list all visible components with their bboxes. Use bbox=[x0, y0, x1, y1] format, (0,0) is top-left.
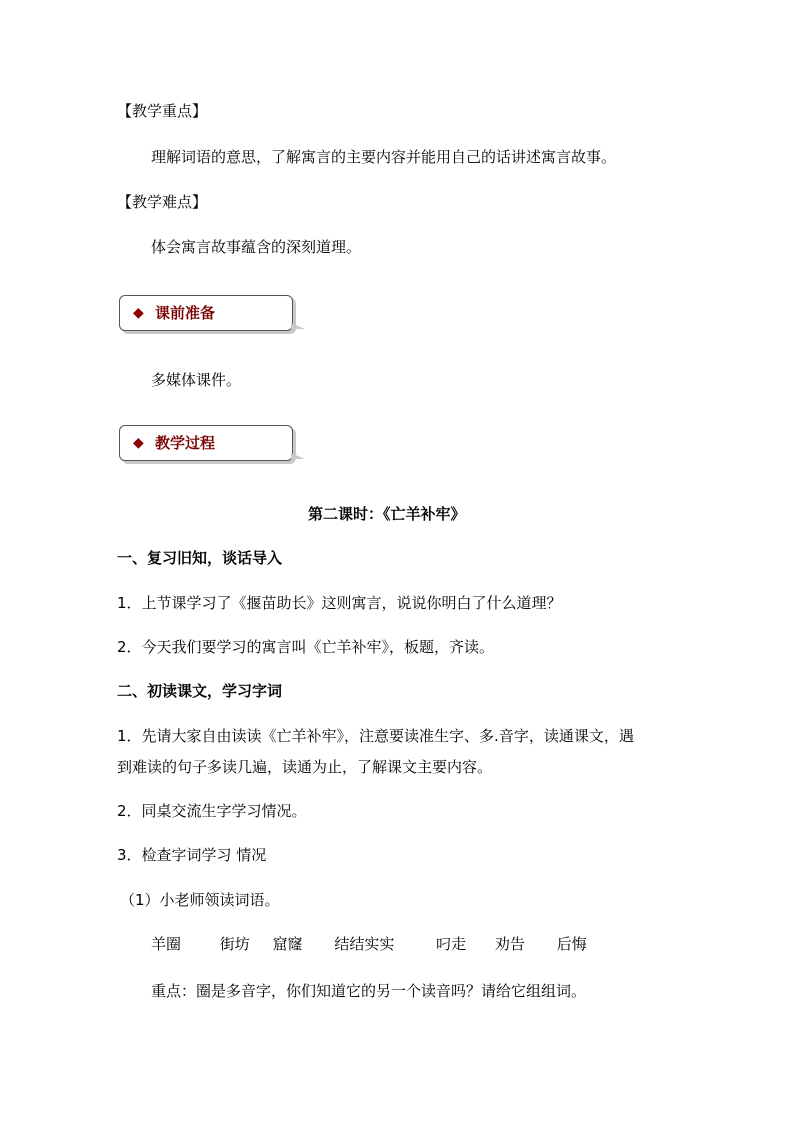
teaching-difficulty-heading: 【教学难点】 bbox=[117, 193, 208, 211]
sub-item-1: （1）小老师领读词语。 bbox=[120, 891, 280, 909]
prep-section-box bbox=[119, 295, 293, 331]
part2-item-2: 2．同桌交流生字学习情况。 bbox=[117, 802, 307, 820]
prep-section-title: 课前准备 bbox=[155, 304, 216, 322]
part2-item-1-line-1: 1．先请大家自由读读《亡羊补牢》，注意要读准生字、多.音字，读通课文，遇 bbox=[117, 727, 634, 745]
process-section-box bbox=[119, 425, 293, 461]
part1-item-1: 1．上节课学习了《揠苗助长》这则寓言，说说你明白了什么道理？ bbox=[117, 594, 562, 612]
process-box-shadow-tail bbox=[291, 453, 305, 459]
vocab-word: 劝告 bbox=[494, 935, 525, 953]
prep-text: 多媒体课件。 bbox=[151, 371, 242, 389]
vocabulary-list bbox=[151, 934, 587, 954]
diamond-icon: ◆ bbox=[133, 305, 144, 321]
teaching-focus-text: 理解词语的意思，了解寓言的主要内容并能用自己的话讲述寓言故事。 bbox=[151, 148, 617, 166]
prep-box-shadow-tail bbox=[291, 323, 305, 329]
vocab-word: 窟窿 bbox=[272, 935, 303, 953]
part1-item-2: 2．今天我们要学习的寓言叫《亡羊补牢》，板题，齐读。 bbox=[117, 638, 495, 656]
part2-item-1-line-2: 到难读的句子多读几遍，读通为止，了解课文主要内容。 bbox=[117, 758, 493, 776]
vocab-word: 羊圈 bbox=[151, 935, 182, 953]
vocab-word: 后悔 bbox=[556, 935, 587, 953]
lesson-title: 第二课时：《亡羊补牢》 bbox=[308, 505, 466, 523]
vocab-word: 街坊 bbox=[219, 935, 250, 953]
part2-heading: 二、初读课文，学习字词 bbox=[117, 682, 283, 700]
part1-heading: 一、复习旧知，谈话导入 bbox=[117, 549, 283, 567]
part2-item-3: 3．检查字词学习 情况 bbox=[117, 846, 267, 864]
key-point-text: 重点：圈是多音字，你们知道它的另一个读音吗？请给它组组词。 bbox=[151, 982, 587, 1000]
vocab-word: 结结实实 bbox=[334, 935, 395, 953]
teaching-focus-heading: 【教学重点】 bbox=[117, 102, 208, 120]
vocab-word: 叼走 bbox=[436, 935, 467, 953]
diamond-icon: ◆ bbox=[133, 435, 144, 451]
process-section-title: 教学过程 bbox=[155, 434, 216, 452]
teaching-difficulty-text: 体会寓言故事蕴含的深刻道理。 bbox=[151, 238, 362, 256]
